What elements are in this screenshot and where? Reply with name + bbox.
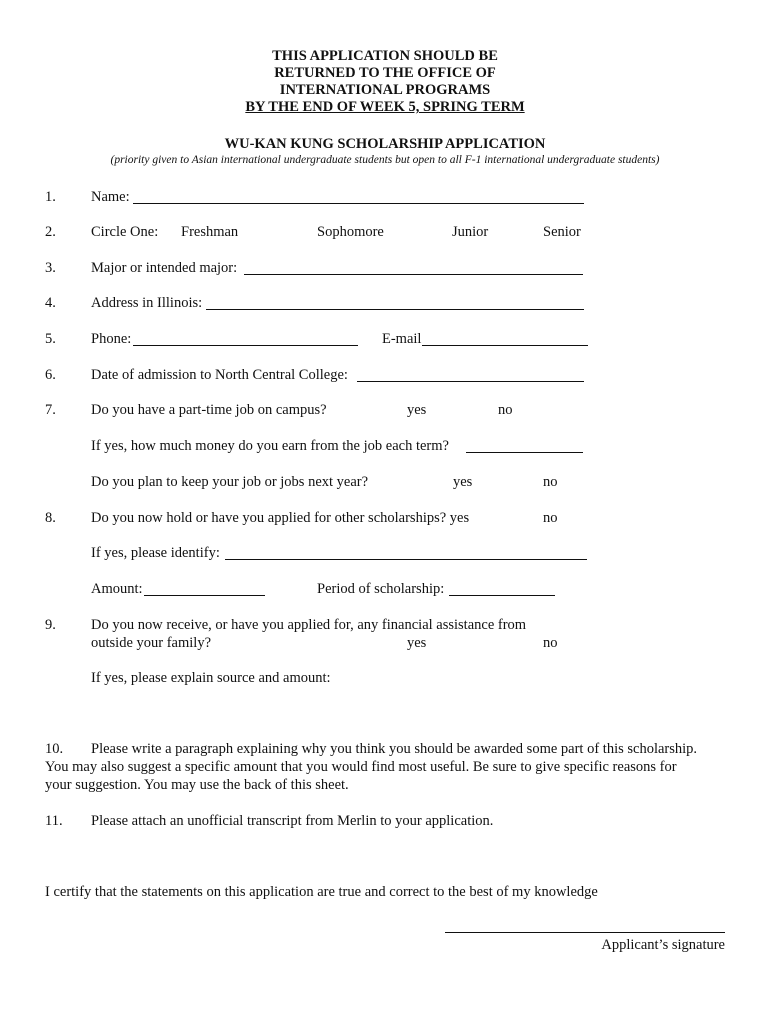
q5-number: 5. xyxy=(45,331,56,347)
signature-line[interactable] xyxy=(445,932,725,933)
q2-number: 2. xyxy=(45,224,56,240)
form-title: WU-KAN KUNG SCHOLARSHIP APPLICATION xyxy=(224,136,546,152)
q4-number: 4. xyxy=(45,295,56,311)
q7-yes-option[interactable]: yes xyxy=(407,402,427,418)
job-earnings-field-line[interactable] xyxy=(466,452,583,453)
option-freshman[interactable]: Freshman xyxy=(181,224,239,240)
q11-label: Please attach an unofficial transcript from Merlin to your application. xyxy=(91,813,494,829)
form-subtitle: (priority given to Asian international undergraduate students but open to all F-1 international undergraduate students) xyxy=(110,154,660,166)
admission-date-field-line[interactable] xyxy=(357,381,584,382)
option-senior[interactable]: Senior xyxy=(543,224,581,240)
q8-no-option[interactable]: no xyxy=(543,510,558,526)
email-field-line[interactable] xyxy=(422,345,588,346)
q8-sub1-label: If yes, please identify: xyxy=(91,545,220,561)
q10-number: 10. xyxy=(45,741,64,757)
q7-sub2-no-option[interactable]: no xyxy=(543,474,558,490)
q1-number: 1. xyxy=(45,189,56,205)
q8-number: 8. xyxy=(45,510,56,526)
major-field-line[interactable] xyxy=(244,274,583,275)
q9-line2: outside your family? xyxy=(91,635,212,651)
q2-label: Circle One: xyxy=(91,224,159,240)
q7-number: 7. xyxy=(45,402,56,418)
q6-number: 6. xyxy=(45,367,56,383)
q8-period-label: Period of scholarship: xyxy=(317,581,445,597)
option-sophomore[interactable]: Sophomore xyxy=(317,224,384,240)
q10-line2: You may also suggest a specific amount that you would find most useful. Be sure to give specific reasons for xyxy=(45,759,677,775)
q7-sub2-yes-option[interactable]: yes xyxy=(453,474,473,490)
q7-sub2-label: Do you plan to keep your job or jobs next year? xyxy=(91,474,369,490)
q7-label: Do you have a part-time job on campus? xyxy=(91,402,327,418)
option-junior[interactable]: Junior xyxy=(452,224,489,240)
address-field-line[interactable] xyxy=(206,309,584,310)
q9-yes-option[interactable]: yes xyxy=(407,635,427,651)
q3-number: 3. xyxy=(45,260,56,276)
q9-line1: Do you now receive, or have you applied for, any financial assistance from xyxy=(91,617,527,633)
signature-label: Applicant’s signature xyxy=(601,937,725,953)
q10-line3: your suggestion. You may use the back of this sheet. xyxy=(45,777,349,793)
header-line-2: RETURNED TO THE OFFICE OF xyxy=(274,65,496,81)
q5-label: Phone: xyxy=(91,331,132,347)
q11-number: 11. xyxy=(45,813,63,829)
certify-statement: I certify that the statements on this application are true and correct to the best of my knowledge xyxy=(45,884,598,900)
q8-amount-label: Amount: xyxy=(91,581,143,597)
phone-field-line[interactable] xyxy=(133,345,358,346)
q4-label: Address in Illinois: xyxy=(91,295,203,311)
header-line-3: INTERNATIONAL PROGRAMS xyxy=(279,82,491,98)
q9-number: 9. xyxy=(45,617,56,633)
q10-line1: Please write a paragraph explaining why you think you should be awarded some part of this scholarship. xyxy=(91,741,698,757)
amount-field-line[interactable] xyxy=(144,595,265,596)
name-field-line[interactable] xyxy=(133,203,584,204)
q5-email-label: E-mail xyxy=(382,331,422,347)
q7-no-option[interactable]: no xyxy=(498,402,513,418)
q6-label: Date of admission to North Central College: xyxy=(91,367,348,383)
q8-label: Do you now hold or have you applied for other scholarships? yes xyxy=(91,510,470,526)
scholarship-identify-field-line[interactable] xyxy=(225,559,587,560)
q9-sub1-label: If yes, please explain source and amount: xyxy=(91,670,331,686)
header-line-1: THIS APPLICATION SHOULD BE xyxy=(272,48,498,64)
q1-label: Name: xyxy=(91,189,130,205)
q9-no-option[interactable]: no xyxy=(543,635,558,651)
q3-label: Major or intended major: xyxy=(91,260,238,276)
header-line-4: BY THE END OF WEEK 5, SPRING TERM xyxy=(245,99,525,115)
period-field-line[interactable] xyxy=(449,595,555,596)
q7-sub1-label: If yes, how much money do you earn from the job each term? xyxy=(91,438,449,454)
